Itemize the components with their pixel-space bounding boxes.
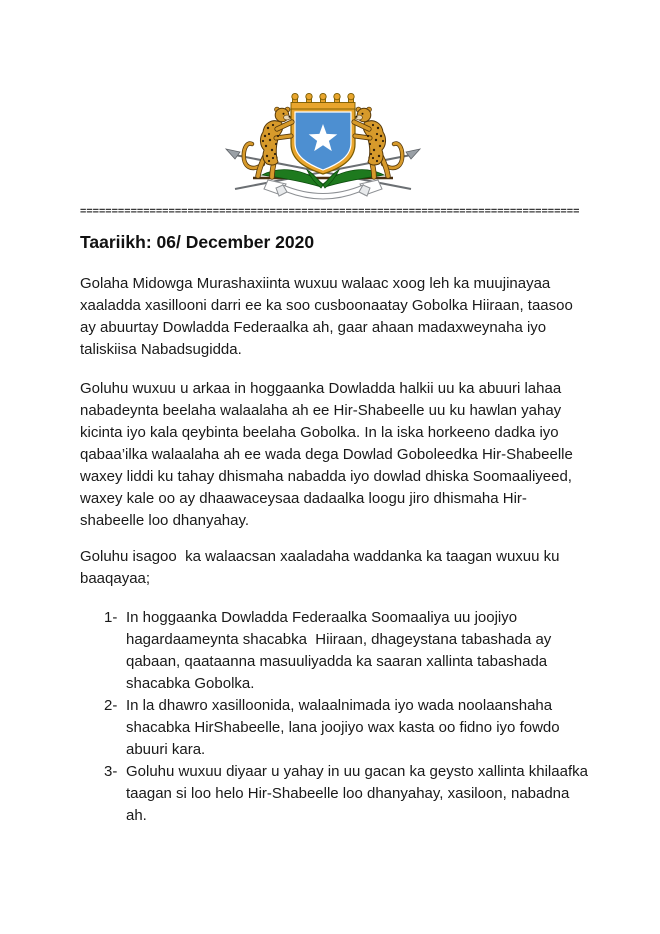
separator-line: =============================================================================== xyxy=(80,205,580,217)
list-item-3 xyxy=(104,761,593,827)
paragraph-2: Goluhu wuxuu u arkaa in hoggaanka Dowladda halkii uu ka abuuri lahaa nabadeynta beelaha walaalaha ah ee Hir-Shabeelle uu ku hawlan yahay kicinta iyo kala qeybinta beelaha Gobolka. In la iska horkeeno dadka iyo qabaa’ilka walaalaha ah ee wada dega Dowlad Goboleedka Hir-Shabeelle waxey liddi ku tahay dhismaha nabadda iyo dowlad dhiska Soomaaliyeed, waxey kale oo ay dhaawaceysaa dadaalka loogu jiro dhismaha Hir-shabeelle loo dhanyahay. xyxy=(80,380,578,529)
somalia-coat-of-arms-icon xyxy=(223,92,423,202)
list-item-number: 3- xyxy=(104,763,118,780)
list-item-1 xyxy=(104,607,588,695)
ribbon xyxy=(264,180,382,199)
list-item-text: Goluhu wuxuu diyaar u yahay in uu gacan ka geysto xallinta khilaafka taagan si loo helo Hir-Shabeelle loo dhanyahay, xasiloon, nabadna ah. xyxy=(126,763,593,824)
list-item-text: In hoggaanka Dowladda Federaalka Soomaaliya uu joojiyo hagardaameynta shacabka Hiiraan, dhageystana tabashada ay qabaan, qaataanna masuuliyadda ka saaran xallinta tabashada shacabka Gobolka. xyxy=(126,609,556,692)
leopard-left xyxy=(244,107,292,177)
list-item-2 xyxy=(104,695,588,761)
paragraph-1: Golaha Midowga Murashaxiinta wuxuu walaac xoog leh ka muujinayaa xaaladda xasillooni darri ee ka soo cusboonaatay Gobolka Hiiraan, taasoo ay abuurtay Dowladda Federaalka ah, gaar ahaan madaxweynaha iyo taliskiisa Nabadsugidda. xyxy=(80,275,577,358)
list-item-text: In la dhawro xasilloonida, walaalnimada iyo wada noolaanshaha shacabka HirShabeelle, lana joojiyo wax kasta oo fidno iyo fowdo abuuri kara. xyxy=(126,697,564,758)
crown xyxy=(291,93,355,109)
list-item-number: 2- xyxy=(104,697,118,714)
coat-of-arms-svg xyxy=(223,92,423,202)
appeal-list xyxy=(104,607,593,827)
list-item-number: 1- xyxy=(104,609,118,626)
leopard-right xyxy=(354,107,402,177)
paragraph-3: Goluhu isagoo ka walaacsan xaaladaha waddanka ka taagan wuxuu ku baaqayaa; xyxy=(80,548,564,587)
document-date-title: Taariikh: 06/ December 2020 xyxy=(80,232,315,252)
